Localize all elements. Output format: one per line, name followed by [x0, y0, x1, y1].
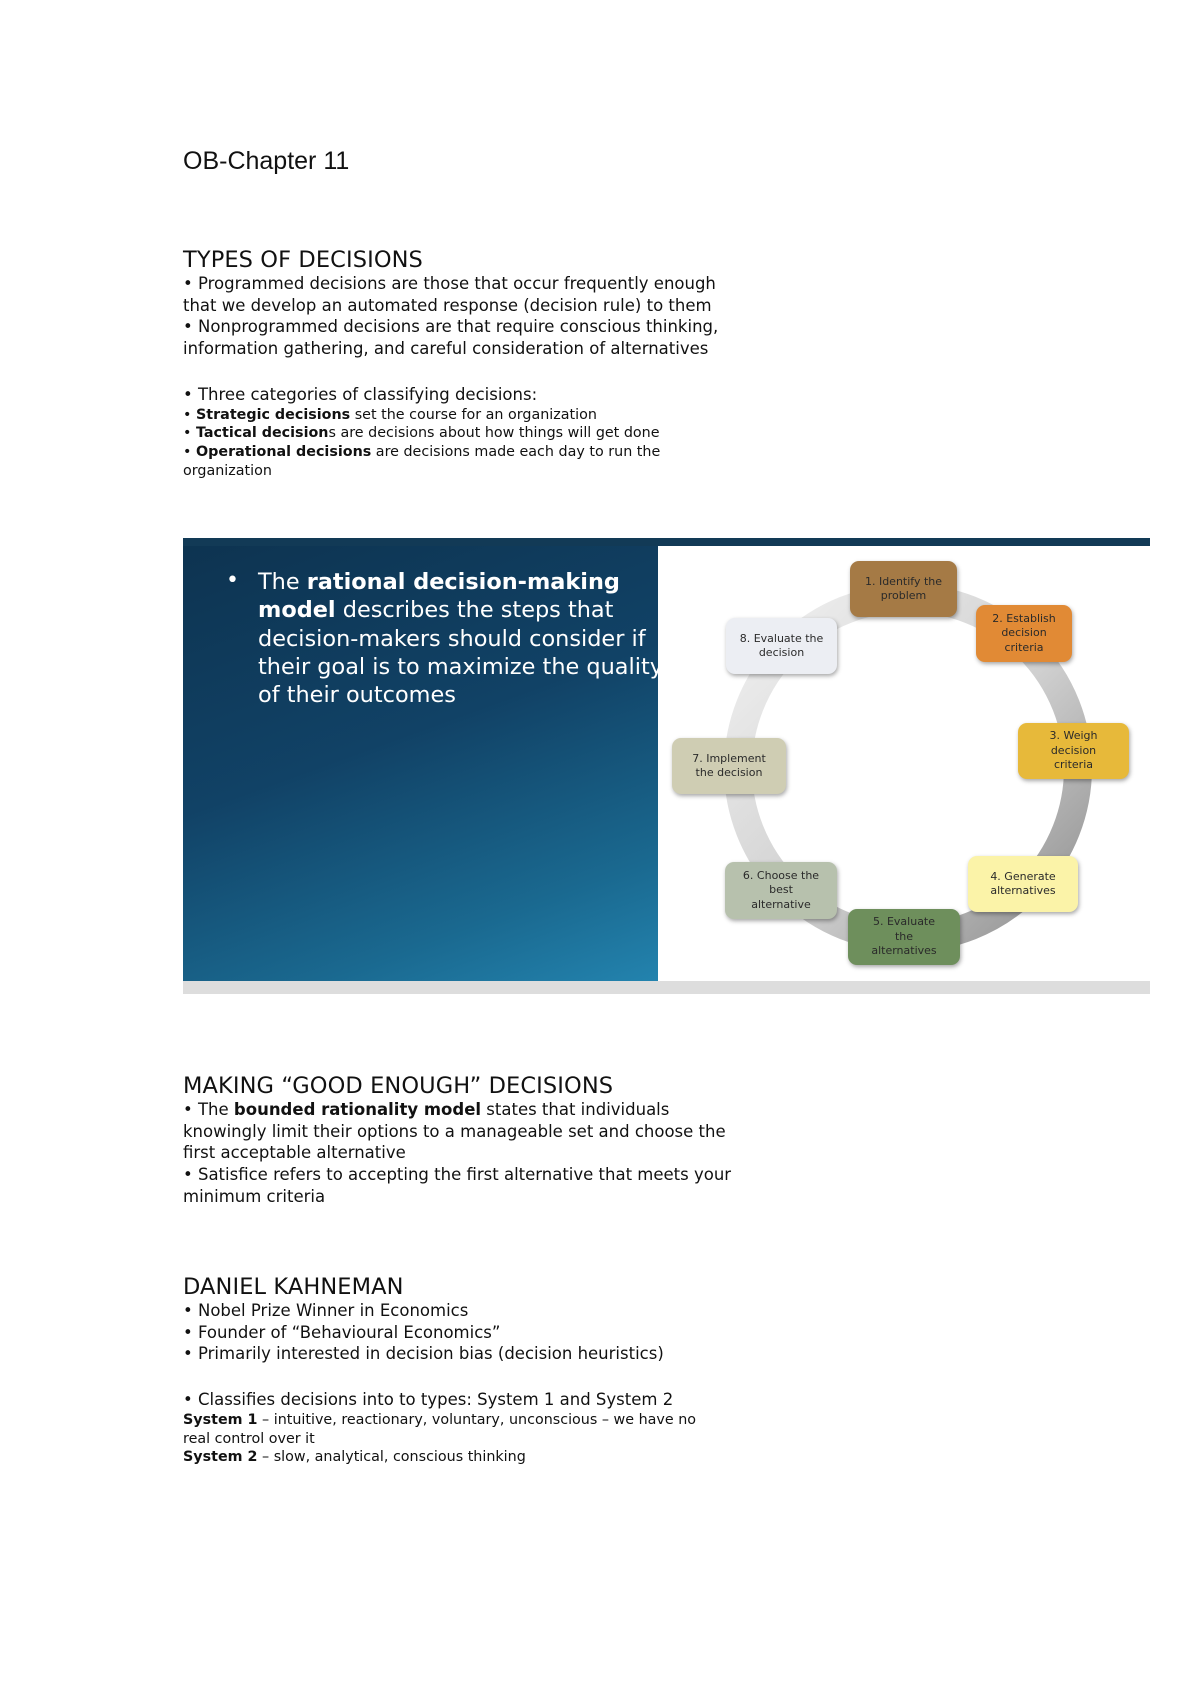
step-8-evaluate-decision: 8. Evaluate the decision: [726, 618, 837, 674]
system-2-line: System 2 – slow, analytical, conscious thinking: [183, 1449, 526, 1466]
slide-text: The rational decision-making model describes the steps that decision-makers should consider if their goal is to maximize the quality of their outcomes: [258, 569, 663, 709]
text-line: knowingly limit their options to a manageable set and choose the: [183, 1121, 726, 1141]
types-of-decisions-section: [183, 247, 823, 481]
good-enough-section: [183, 1073, 823, 1208]
text-line: organization: [183, 462, 272, 479]
text-line: real control over it: [183, 1430, 315, 1447]
step-7-implement-decision: 7. Implement the decision: [672, 738, 786, 794]
text-line: minimum criteria: [183, 1186, 326, 1206]
step-3-weigh-criteria: 3. Weigh decision criteria: [1018, 723, 1129, 779]
step-4-generate-alternatives: 4. Generate alternatives: [968, 856, 1078, 912]
text-line: • Founder of “Behavioural Economics”: [183, 1322, 501, 1342]
rational-model-slide-image: [183, 538, 1150, 994]
section-heading: DANIEL KAHNEMAN: [183, 1274, 404, 1300]
section-heading: MAKING “GOOD ENOUGH” DECISIONS: [183, 1073, 614, 1099]
text-line: • Nonprogrammed decisions are that require conscious thinking,: [183, 317, 719, 337]
step-2-establish-criteria: 2. Establish decision criteria: [976, 605, 1072, 662]
text-line: • Classifies decisions into to types: System 1 and System 2: [183, 1390, 674, 1410]
text-line: • Satisfice refers to accepting the first alternative that meets your: [183, 1165, 732, 1185]
text-line: • Programmed decisions are those that occur frequently enough: [183, 274, 716, 293]
step-5-evaluate-alternatives: 5. Evaluate the alternatives: [848, 909, 960, 965]
text-line: • Primarily interested in decision bias (decision heuristics): [183, 1344, 664, 1364]
text-line: that we develop an automated response (decision rule) to them: [183, 295, 712, 315]
text-line: • Nobel Prize Winner in Economics: [183, 1301, 469, 1320]
text-line: information gathering, and careful consideration of alternatives: [183, 339, 709, 359]
step-6-choose-best: 6. Choose the best alternative: [725, 862, 837, 919]
text-line: • The bounded rationality model states that individuals: [183, 1100, 670, 1119]
text-line: first acceptable alternative: [183, 1143, 406, 1163]
kahneman-section: [183, 1274, 823, 1467]
category-operational: • Operational decisions are decisions made each day to run the: [183, 444, 661, 461]
section-heading: TYPES OF DECISIONS: [183, 247, 423, 273]
bullet-icon: •: [226, 568, 239, 593]
category-tactical: • Tactical decisions are decisions about how things will get done: [183, 425, 660, 442]
system-1-line: System 1 – intuitive, reactionary, voluntary, unconscious – we have no: [183, 1411, 697, 1428]
document-title: OB-Chapter 11: [183, 147, 350, 175]
category-strategic: • Strategic decisions set the course for an organization: [183, 406, 597, 423]
text-line: • Three categories of classifying decisions:: [183, 384, 538, 404]
step-1-identify-problem: 1. Identify the problem: [850, 561, 957, 617]
